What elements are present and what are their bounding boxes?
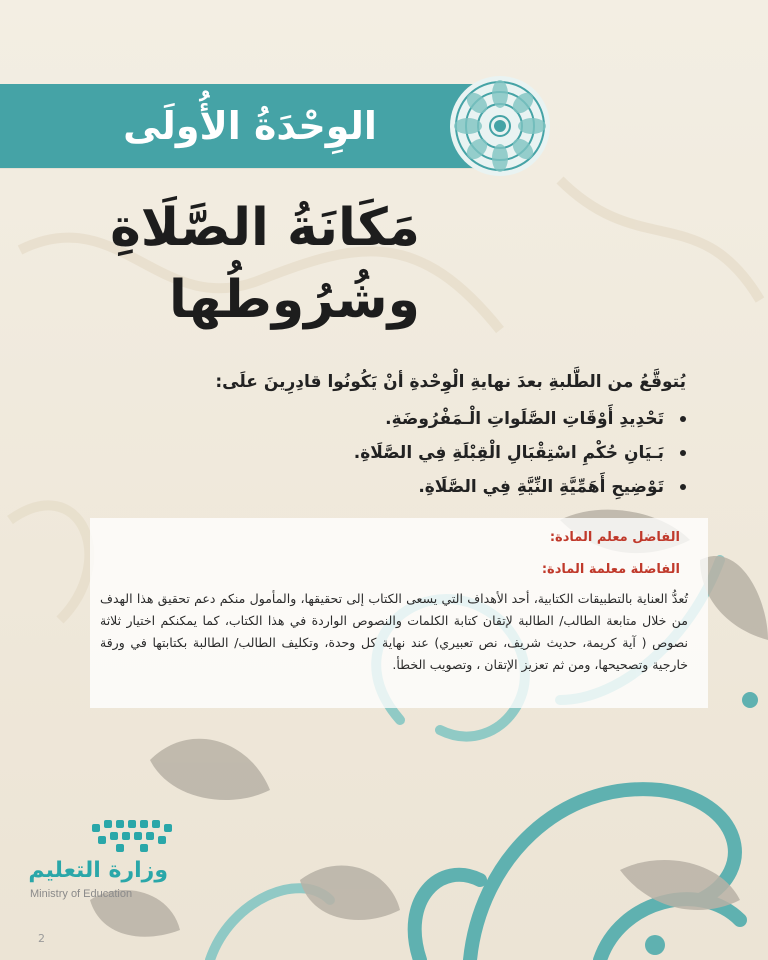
ministry-logo [90,818,180,856]
objectives-list [126,402,686,504]
note-heading-male: الفاضل معلم المادة: [549,530,680,545]
bullet-icon [680,484,686,490]
note-body: تُعدُّ العناية بالتطبيقات الكتابية، أحد الأهداف التي يسعى الكتاب إلى تحقيقها، والمأمول منكم دعم تحقيق هذا الهدف من خلال متابعة الطالب/ الطالبة لإتقان كتابة الكلمات والنصوص الواردة في هذا الكتاب، كما يمكنكم اختيار ثلاثة نصوص ( آية كريمة، حديث شريف، نص تعبيري) عند نهاية كل وحدة، وتكليف الطالب/ الطالبة بكتابتها في ورقة خارجية وتصحيحها، ومن ثم تعزيز الإتقان ، وتصويب الخطأ. [100,591,688,672]
objective-text: بَـيَانِ حُكْمِ اسْتِقْبَالِ الْقِبْلَةِ فِي الصَّلَاةِ. [353,443,664,463]
unit-title: الوِحْدَةُ الأُولَى [123,104,377,148]
lesson-title-line2: وشُرُوطُها [169,270,420,330]
teacher-note-box [90,518,708,708]
objective-text: تَحْدِيدِ أَوْقَاتِ الصَّلَواتِ الْـمَفْرُوضَةِ. [385,409,664,429]
objective-text: تَوْضِيحِ أَهَمِّيَّةِ النِّيَّةِ فِي الصَّلَاةِ. [418,477,664,497]
list-item [126,470,686,504]
bullet-icon [680,450,686,456]
note-heading-female: الفاضلة معلمة المادة: [541,562,680,577]
page-number: 2 [38,932,45,945]
bullet-icon [680,416,686,422]
list-item [126,436,686,470]
lesson-title-line1: مَكَانَةُ الصَّلَاةِ [110,198,420,258]
list-item [126,402,686,436]
rosette-icon [448,74,552,178]
unit-banner [0,84,520,168]
objectives-intro: يُتوقَّعُ من الطَّلبةِ بعدَ نهايةِ الْوِحْدةِ أنْ يَكُونُوا قادِرِينَ علَى: [215,372,686,392]
ministry-name-arabic: وزارة التعليم [28,858,168,883]
ministry-name-english: Ministry of Education [30,888,133,900]
